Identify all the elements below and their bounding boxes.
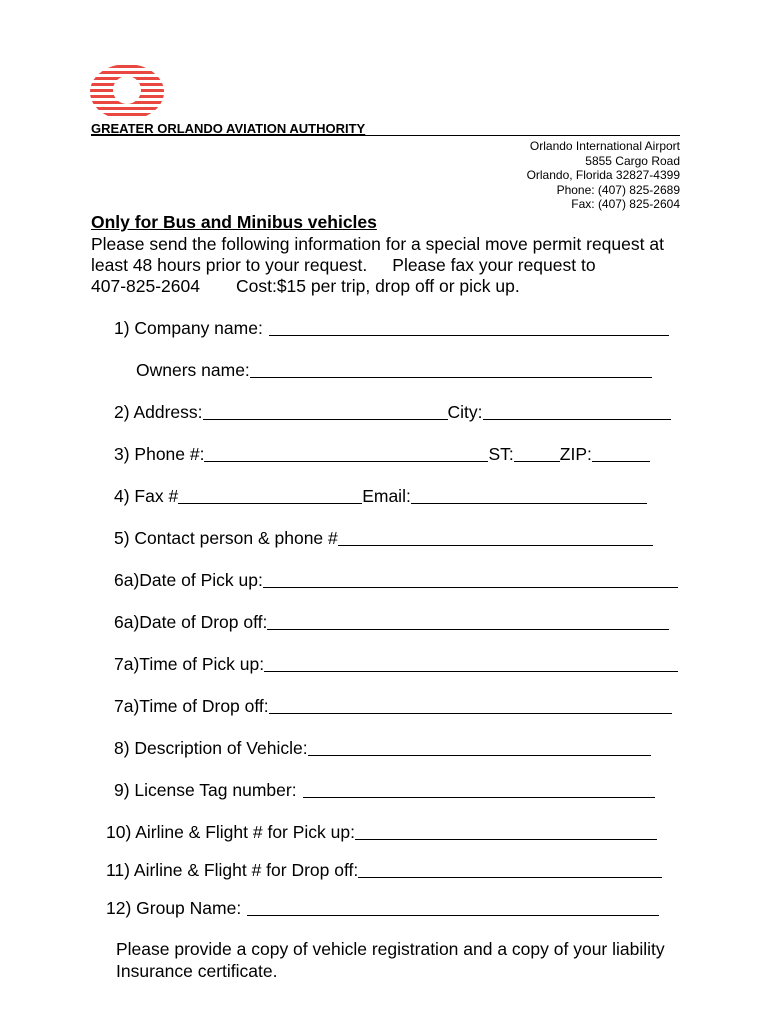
state-label: ST:	[488, 444, 514, 464]
state-field[interactable]	[514, 460, 560, 462]
flight-dropoff-row	[106, 860, 662, 881]
pickup-date-field[interactable]	[263, 586, 678, 588]
address-line: Orlando International Airport	[529, 139, 680, 153]
organization-name: GREATER ORLANDO AVIATION AUTHORITY	[91, 121, 366, 136]
intro-line-2	[91, 255, 691, 276]
company-name-field[interactable]	[269, 334, 669, 336]
owners-name-row	[136, 360, 652, 381]
dropoff-date-row	[114, 612, 669, 633]
company-name-row	[114, 318, 669, 339]
intro-line-2b: Please fax your request to	[392, 255, 596, 275]
vehicle-label: 8) Description of Vehicle:	[114, 738, 308, 758]
license-tag-field[interactable]	[303, 796, 655, 798]
fax-field[interactable]	[178, 502, 362, 504]
city-field[interactable]	[483, 418, 671, 420]
license-tag-row	[114, 780, 655, 801]
pickup-date-label: 6a)Date of Pick up:	[114, 570, 263, 590]
address-row	[114, 402, 671, 423]
fax-row	[114, 486, 647, 507]
dropoff-time-row	[114, 696, 672, 717]
address-field[interactable]	[203, 418, 448, 420]
phone-row	[114, 444, 650, 465]
group-name-field[interactable]	[247, 914, 659, 916]
address-label: 2) Address:	[114, 402, 203, 422]
address-block	[527, 139, 680, 212]
company-name-label: 1) Company name:	[114, 318, 263, 338]
group-name-label: 12) Group Name:	[106, 898, 242, 918]
fax-line: Fax: (407) 825-2604	[571, 197, 680, 212]
flight-dropoff-field[interactable]	[358, 876, 662, 878]
intro-line-1: Please send the following information for a special move permit request at	[91, 234, 664, 254]
zip-field[interactable]	[592, 460, 650, 462]
group-name-row	[106, 898, 659, 919]
pickup-time-label: 7a)Time of Pick up:	[114, 654, 265, 674]
closing-line-1: Please provide a copy of vehicle registration and a copy of your liability	[116, 939, 665, 959]
address-line: Orlando, Florida 32827-4399	[526, 168, 680, 183]
form-title: Only for Bus and Minibus vehicles	[91, 212, 377, 232]
dropoff-date-label: 6a)Date of Drop off:	[114, 612, 268, 632]
intro-line-2a: least 48 hours prior to your request.	[91, 255, 368, 275]
intro-text	[91, 234, 691, 297]
phone-field[interactable]	[204, 460, 488, 462]
phone-line: Phone: (407) 825-2689	[556, 182, 680, 197]
flight-pickup-label: 10) Airline & Flight # for Pick up:	[106, 822, 355, 842]
city-label: City:	[447, 402, 483, 422]
owners-name-label: Owners name:	[136, 360, 250, 380]
flight-pickup-field[interactable]	[355, 838, 657, 840]
pickup-time-field[interactable]	[264, 670, 678, 672]
closing-note	[116, 938, 665, 982]
fax-number: 407-825-2604	[91, 276, 200, 296]
header-rule	[91, 135, 680, 136]
flight-pickup-row	[106, 822, 657, 843]
dropoff-date-field[interactable]	[267, 628, 669, 630]
intro-line-3	[91, 276, 691, 297]
cost-text: Cost:$15 per trip, drop off or pick up.	[235, 276, 520, 296]
fax-label: 4) Fax #	[114, 486, 179, 506]
address-line: 5855 Cargo Road	[585, 153, 680, 168]
pickup-date-row	[114, 570, 678, 591]
email-label: Email:	[362, 486, 411, 506]
email-field[interactable]	[411, 502, 647, 504]
contact-label: 5) Contact person & phone #	[114, 528, 338, 548]
contact-field[interactable]	[338, 544, 653, 546]
owners-name-field[interactable]	[250, 376, 652, 378]
contact-row	[114, 528, 653, 549]
flight-dropoff-label: 11) Airline & Flight # for Drop off:	[106, 860, 359, 880]
goaa-logo	[90, 64, 164, 120]
dropoff-time-label: 7a)Time of Drop off:	[114, 696, 269, 716]
closing-line-2: Insurance certificate.	[116, 961, 278, 981]
dropoff-time-field[interactable]	[269, 712, 672, 714]
pickup-time-row	[114, 654, 678, 675]
vehicle-field[interactable]	[308, 754, 651, 756]
zip-label: ZIP:	[559, 444, 592, 464]
phone-label: 3) Phone #:	[114, 444, 205, 464]
license-tag-label: 9) License Tag number:	[114, 780, 297, 800]
vehicle-row	[114, 738, 651, 759]
